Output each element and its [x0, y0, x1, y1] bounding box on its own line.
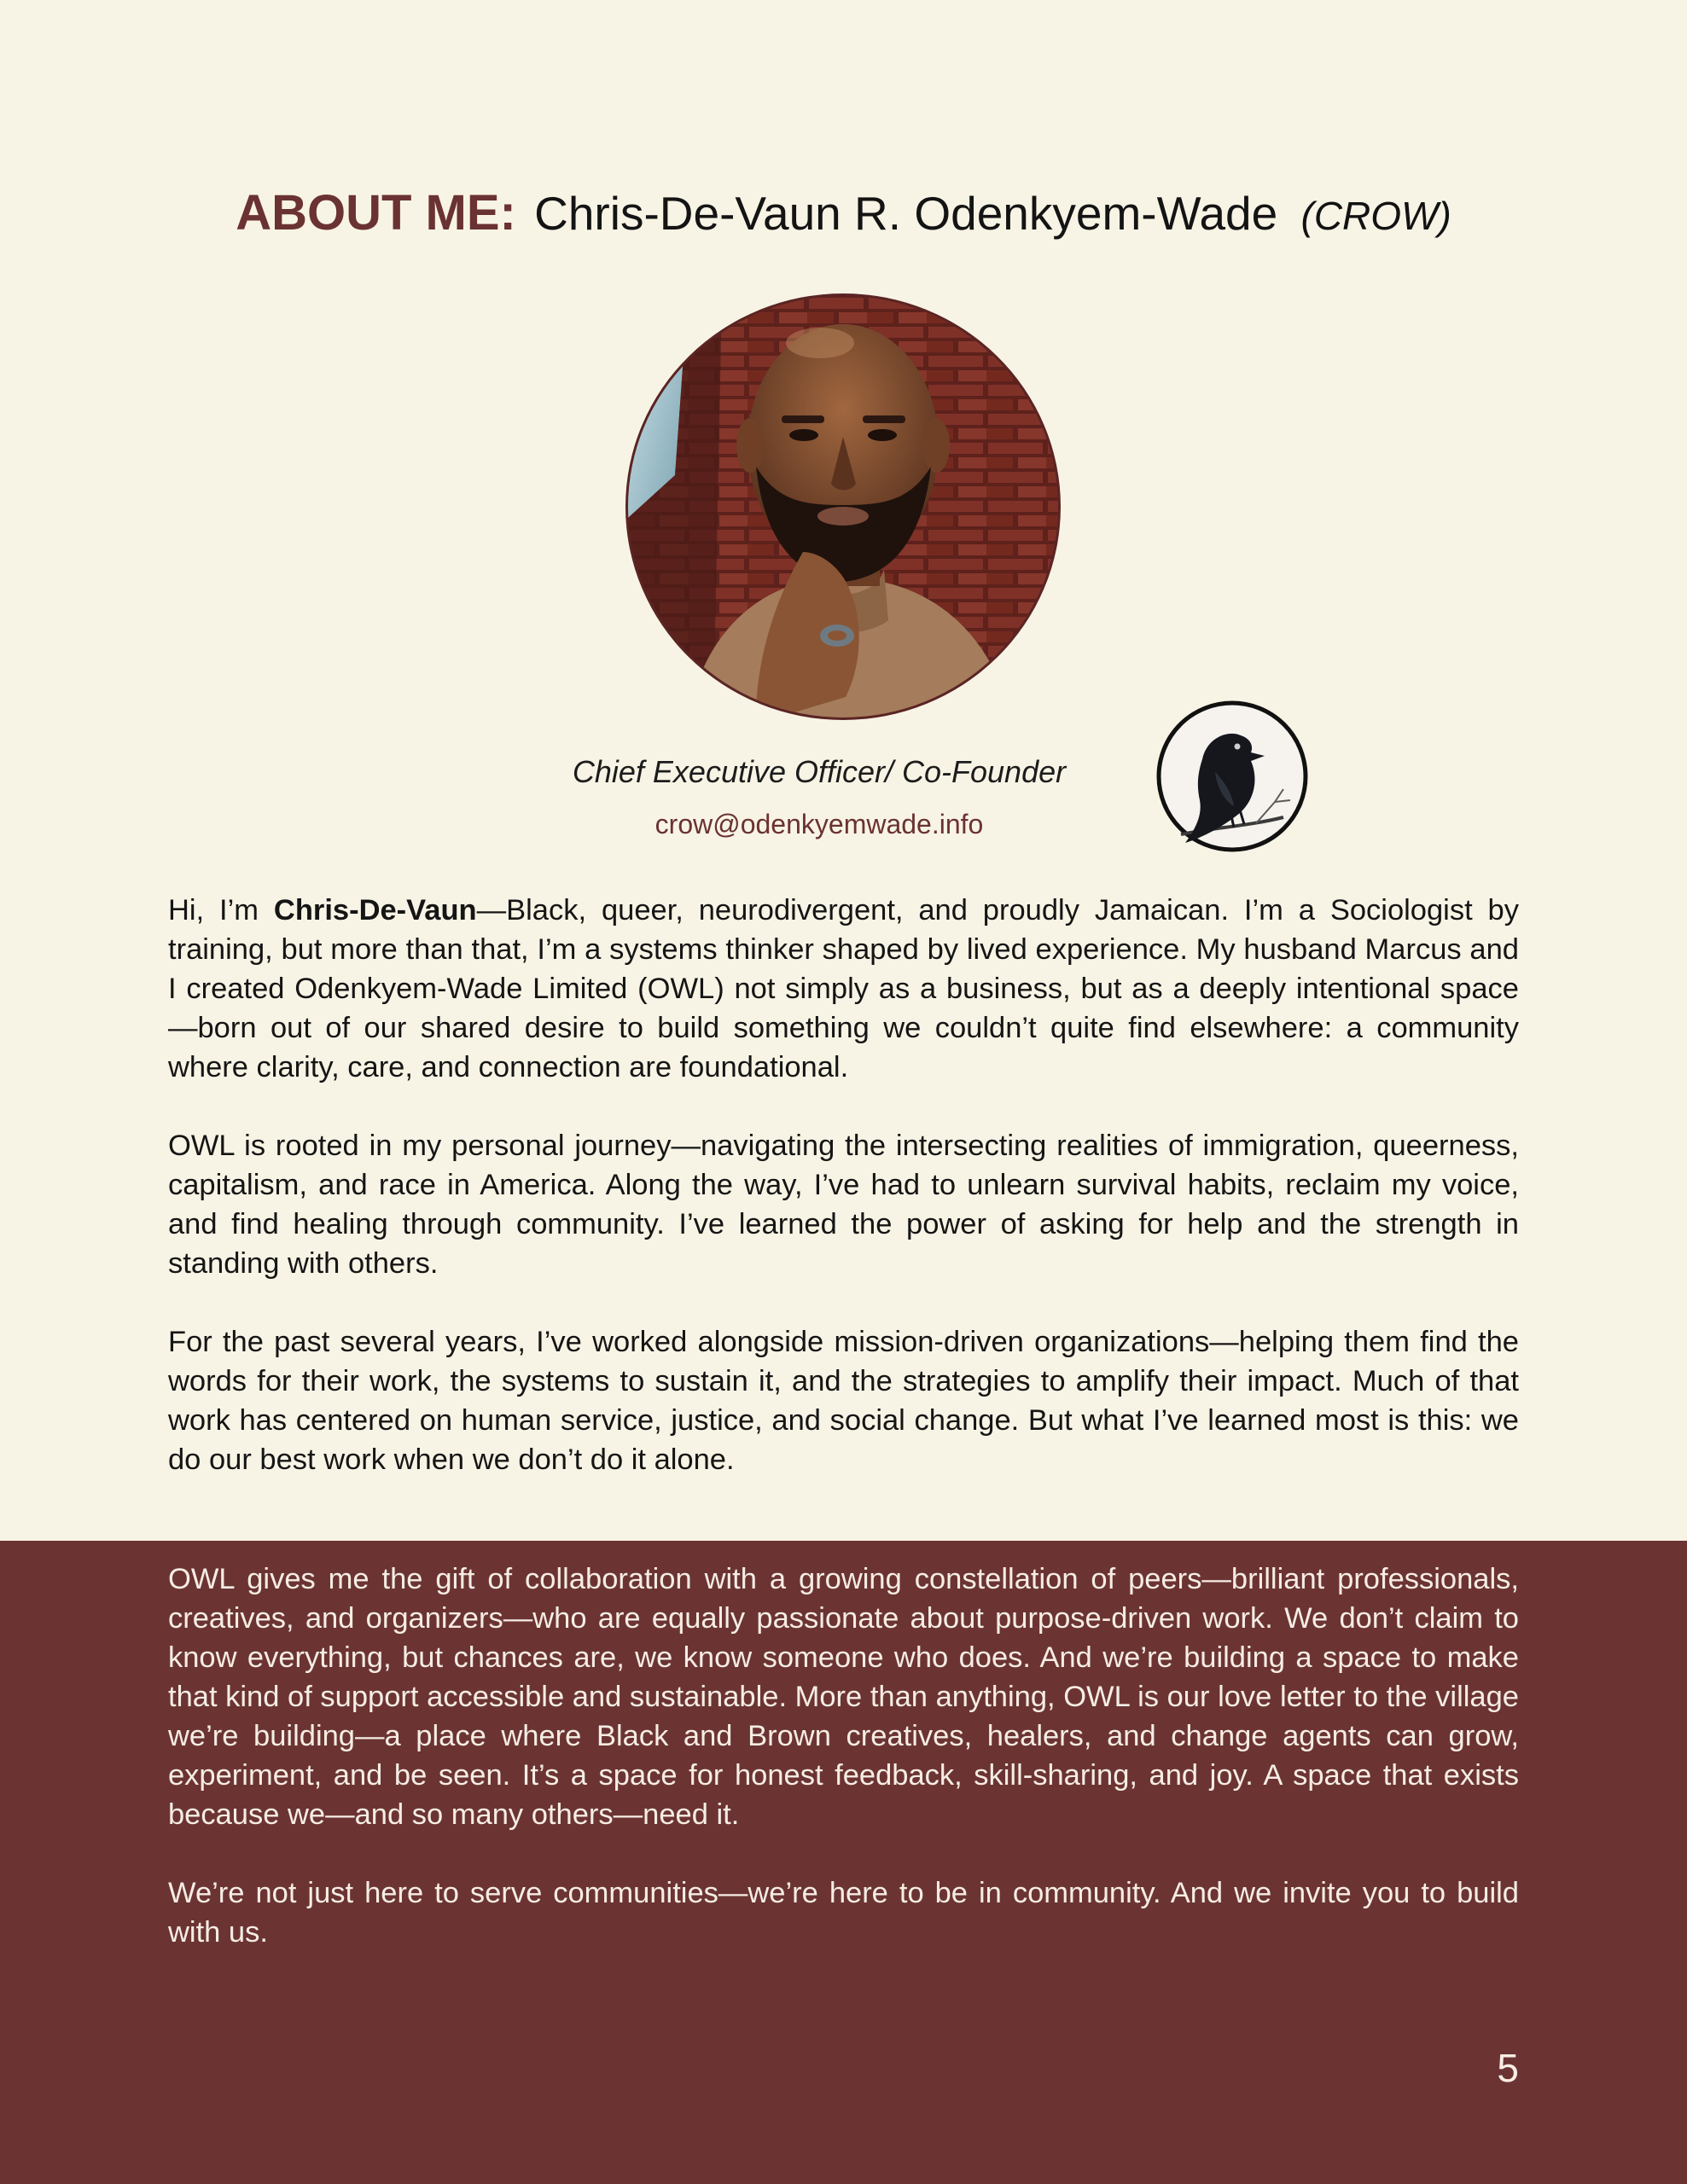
paragraph-work: For the past several years, I’ve worked alongside mission-driven organizations—helping them find the words for their work, the systems to sustain it, and the strategies to amplify their impact. Much of that work has centered on human service, justice, and social change. But what I’ve learned most is this: we do our best work when we don’t do it alone. — [168, 1326, 1519, 1476]
intro-greeting: Hi, I’m — [168, 894, 274, 926]
paragraph-journey: OWL is rooted in my personal journey—navigating the intersecting realities of immigration, queerness, capitalism, and race in America. Along the way, I’ve had to unlearn survival habits, reclaim my voice, and find healing through community. I’ve learned the power of asking for help and the strength in standing with others. — [168, 1130, 1519, 1280]
title-name: Chris-De-Vaun R. Odenkyem-Wade — [534, 187, 1278, 240]
profile-photo — [625, 293, 1061, 720]
email-link[interactable]: crow@odenkyemwade.info — [654, 809, 984, 839]
paragraph-collaboration: OWL gives me the gift of collaboration with a growing constellation of peers—brilliant professionals, creatives, and organizers—who are equally passionate about purpose-driven work. We don’t claim to know everything, but chances are, we know someone who does. And we’re building a space to make that kind of support accessible and sustainable. More than anything, OWL is our love letter to the village we’re building—a place where Black and Brown creatives, healers, and change agents can grow, experiment, and be seen. It’s a space for honest feedback, skill-sharing, and joy. A space that exists because we—and so many others—need it. — [168, 1563, 1519, 1831]
paragraph-invitation: We’re not just here to serve communities—we’re here to be in community. And we invite you to build with us. — [168, 1877, 1519, 1949]
job-title: Chief Executive Officer/ Co-Founder — [572, 754, 1067, 789]
paragraph-intro — [168, 891, 1519, 1087]
title-alias: (CROW) — [1300, 194, 1451, 238]
title-label: ABOUT ME: — [236, 185, 516, 241]
closing-section — [168, 1560, 1519, 1991]
page-title — [0, 175, 1687, 254]
intro-text: —Black, queer, neurodivergent, and proudly Jamaican. I’m a Sociologist by training, but more than that, I’m a systems thinker shaped by lived experience. My husband Marcus and I created Odenkyem-Wade Limited (OWL) not simply as a business, but as a deeply intentional space—born out of our shared desire to build something we couldn’t quite find elsewhere: a community where clarity, care, and connection are foundational. — [168, 894, 1519, 1083]
intro-section — [168, 891, 1519, 1519]
page-number: 5 — [1497, 2046, 1519, 2090]
crow-icon — [1155, 700, 1309, 853]
intro-name: Chris-De-Vaun — [273, 894, 477, 926]
